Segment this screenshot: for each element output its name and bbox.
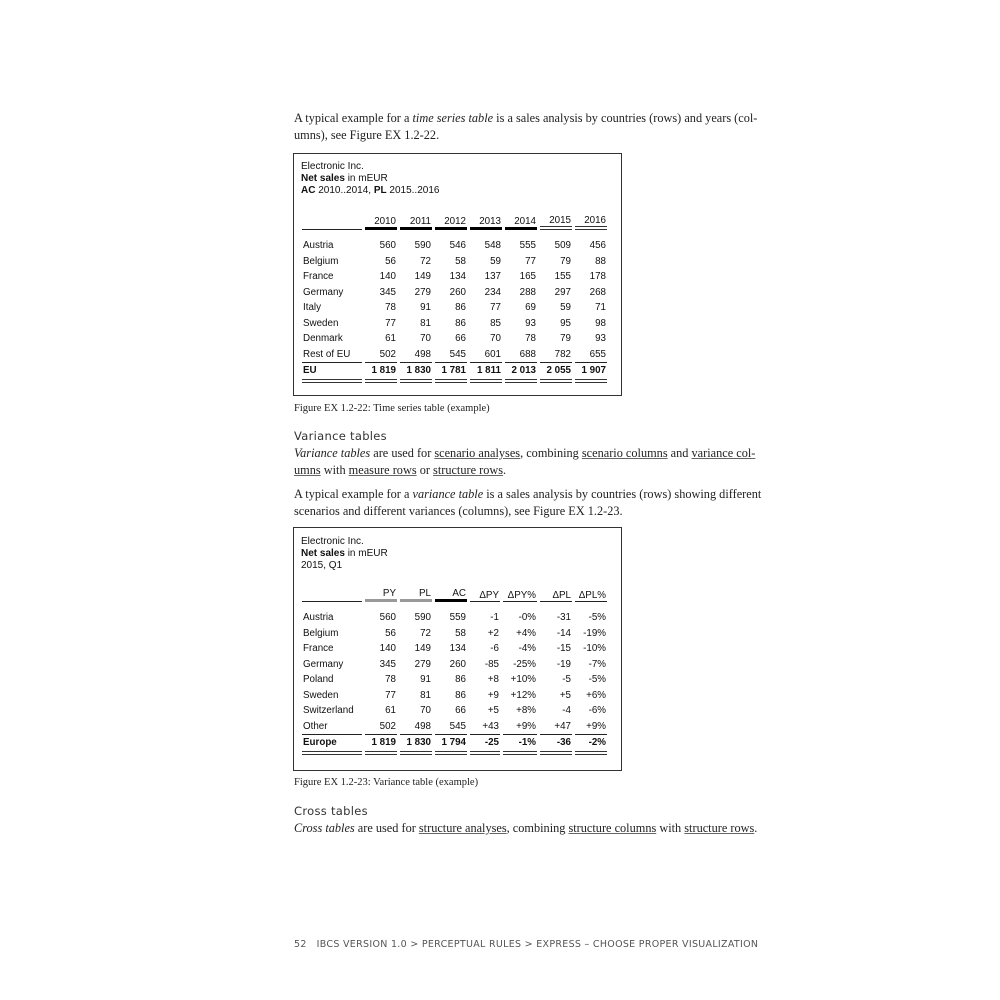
table-row <box>302 672 607 688</box>
table-cell: +12% <box>510 689 536 701</box>
table-cell: 69 <box>525 302 536 314</box>
glossary-term: structure rows <box>433 463 504 477</box>
table-spacer-row <box>302 602 607 610</box>
scenario-pl-range: 2015..2016 <box>386 185 440 196</box>
total-cell: -36 <box>540 735 572 755</box>
table-cell: 688 <box>505 347 537 364</box>
text-run: is a sales analysis by countries (rows) and years (col- <box>493 111 758 125</box>
total-cell: 1 819 <box>365 735 397 755</box>
table-row <box>302 254 607 270</box>
table-cell: 502 <box>365 719 397 736</box>
table-row <box>302 657 607 673</box>
table-row <box>302 626 607 642</box>
glossary-term: measure rows <box>348 463 417 477</box>
table-cell: +5 <box>559 689 571 701</box>
table-cell: -19% <box>583 627 606 639</box>
column-header: 2014 <box>505 211 537 230</box>
figure-caption-22: Figure EX 1.2-22: Time series table (example) <box>294 403 490 414</box>
company-name: Electronic Inc. <box>301 161 364 172</box>
table-cell: -4% <box>518 643 536 655</box>
row-label: Germany <box>303 658 344 670</box>
table-cell: 91 <box>420 302 431 314</box>
table-row <box>302 285 607 301</box>
total-row <box>302 735 607 755</box>
table-cell: 72 <box>420 255 431 267</box>
table-cell: 58 <box>455 255 466 267</box>
table-cell: +9% <box>503 719 537 736</box>
table-cell: 560 <box>379 240 396 252</box>
table-row <box>302 719 607 736</box>
table-cell: +9 <box>487 689 499 701</box>
table-cell: 279 <box>414 286 431 298</box>
text-run: . <box>754 821 758 835</box>
measure-unit: in mEUR <box>344 173 388 184</box>
table-cell: 72 <box>420 627 431 639</box>
text-run: scenarios and different variances (columns), see Figure EX 1.2-23. <box>294 504 623 518</box>
row-label: Belgium <box>303 255 339 267</box>
glossary-term: structure rows <box>684 821 755 835</box>
table-cell: 78 <box>385 302 396 314</box>
column-header: PY <box>365 584 397 602</box>
measure-line <box>301 173 439 185</box>
table-cell: 548 <box>484 240 501 252</box>
table-cell: 345 <box>379 658 396 670</box>
column-header: ΔPL <box>540 584 572 602</box>
table-cell: -31 <box>556 612 571 624</box>
total-cell: -1% <box>503 735 537 755</box>
table-cell: 66 <box>455 705 466 717</box>
table-row <box>302 238 607 254</box>
table-cell: +4% <box>516 627 536 639</box>
table-cell: 66 <box>455 333 466 345</box>
scenario-line <box>301 185 439 197</box>
text-run: with <box>320 463 349 477</box>
column-header: 2011 <box>400 211 432 230</box>
table-cell: 77 <box>385 689 396 701</box>
table-cell: -6 <box>490 643 499 655</box>
text-run: A typical example for a <box>294 487 413 501</box>
table-cell: 498 <box>400 347 432 364</box>
table-row <box>302 331 607 347</box>
table-cell: 655 <box>575 347 607 364</box>
intro-paragraph-time-series <box>294 110 774 144</box>
table-cell: 59 <box>560 302 571 314</box>
table-cell: 260 <box>449 658 466 670</box>
table-header-row <box>302 584 607 602</box>
table-cell: +10% <box>510 674 536 686</box>
figure-time-series-table <box>293 153 622 396</box>
table-cell: -25% <box>513 658 536 670</box>
section-heading-variance-tables: Variance tables <box>294 429 387 443</box>
table-cell: 137 <box>484 271 501 283</box>
glossary-term: umns <box>294 463 321 477</box>
row-label: Belgium <box>303 627 339 639</box>
table-cell: 61 <box>385 333 396 345</box>
table-cell: -5 <box>562 674 571 686</box>
table-cell: 165 <box>519 271 536 283</box>
table-cell: -4 <box>562 705 571 717</box>
footer-breadcrumb: IBCS VERSION 1.0 > PERCEPTUAL RULES > EXPRESS – CHOOSE PROPER VISUALIZATION <box>316 939 759 950</box>
measure-line <box>301 548 388 560</box>
table-header-row <box>302 211 607 230</box>
table-cell: 79 <box>560 255 571 267</box>
table-cell: 234 <box>484 286 501 298</box>
total-row <box>302 363 607 383</box>
total-cell: 1 794 <box>435 735 467 755</box>
variance-tables-paragraph <box>294 445 774 479</box>
table-cell: 590 <box>414 240 431 252</box>
emphasis-term: Variance tables <box>294 446 371 460</box>
table-cell: 79 <box>560 333 571 345</box>
table-cell: 78 <box>525 333 536 345</box>
table-cell: -7% <box>588 658 606 670</box>
table-cell: 77 <box>385 317 396 329</box>
total-cell: 1 811 <box>470 363 502 383</box>
table-cell: -10% <box>583 643 606 655</box>
table-cell: -85 <box>484 658 499 670</box>
page-number: 52 <box>294 939 307 950</box>
row-label: Other <box>302 719 362 736</box>
total-cell: 1 781 <box>435 363 467 383</box>
header-spacer <box>302 584 362 602</box>
table-cell: 545 <box>435 719 467 736</box>
intro-paragraph-variance <box>294 486 774 520</box>
table-cell: +8 <box>487 674 499 686</box>
table-cell: 601 <box>470 347 502 364</box>
column-header: 2010 <box>365 211 397 230</box>
table-cell: 134 <box>449 271 466 283</box>
glossary-term: structure analyses <box>418 821 507 835</box>
scenario-ac-range: 2010..2014, <box>315 185 374 196</box>
row-label: Austria <box>303 240 334 252</box>
figure-caption-23: Figure EX 1.2-23: Variance table (example) <box>294 777 479 788</box>
column-header: AC <box>435 584 467 602</box>
emphasis-term: time series table <box>412 111 494 125</box>
table-cell: 545 <box>435 347 467 364</box>
measure-unit: in mEUR <box>344 548 388 559</box>
row-label: Germany <box>303 286 344 298</box>
figure-header <box>301 161 439 197</box>
text-run: . <box>503 463 507 477</box>
table-cell: 134 <box>449 643 466 655</box>
page-footer <box>294 939 758 950</box>
table-cell: 279 <box>414 658 431 670</box>
total-cell: 1 830 <box>400 735 432 755</box>
total-cell: -2% <box>575 735 607 755</box>
table-cell: 58 <box>455 627 466 639</box>
table-cell: +2 <box>487 627 499 639</box>
scenario-ac: AC <box>301 185 316 196</box>
measure-name: Net sales <box>301 548 345 559</box>
table-row <box>302 610 607 626</box>
text-run: A typical example for a <box>294 111 413 125</box>
table-cell: 59 <box>490 255 501 267</box>
cross-tables-paragraph <box>294 820 774 837</box>
table-cell: 56 <box>385 255 396 267</box>
spacer-cell <box>302 602 607 610</box>
text-run: are used for <box>354 821 419 835</box>
table-cell: 86 <box>455 674 466 686</box>
table-cell: -6% <box>588 705 606 717</box>
table-cell: 77 <box>525 255 536 267</box>
total-cell: 1 907 <box>575 363 607 383</box>
table-cell: 560 <box>379 612 396 624</box>
table-cell: 178 <box>589 271 606 283</box>
table-row <box>302 347 607 364</box>
table-cell: 155 <box>554 271 571 283</box>
emphasis-term: Cross tables <box>294 821 355 835</box>
total-cell: -25 <box>470 735 500 755</box>
table-cell: 86 <box>455 689 466 701</box>
glossary-term: structure columns <box>568 821 657 835</box>
table-cell: 288 <box>519 286 536 298</box>
total-cell: 2 013 <box>505 363 537 383</box>
column-header: 2012 <box>435 211 467 230</box>
table-cell: 71 <box>595 302 606 314</box>
row-label: Austria <box>303 612 334 624</box>
column-header: 2016 <box>575 211 607 230</box>
total-cell: 1 830 <box>400 363 432 383</box>
table-row <box>302 316 607 332</box>
row-label: France <box>303 643 334 655</box>
table-cell: +9% <box>575 719 607 736</box>
table-row <box>302 641 607 657</box>
table-cell: 498 <box>400 719 432 736</box>
table-cell: 456 <box>589 240 606 252</box>
total-label: Europe <box>302 735 362 755</box>
table-row <box>302 703 607 719</box>
table-cell: 782 <box>540 347 572 364</box>
glossary-term: scenario analyses <box>434 446 521 460</box>
glossary-term: scenario columns <box>581 446 668 460</box>
table-spacer-row <box>302 230 607 238</box>
row-label: France <box>303 271 334 283</box>
table-cell: 86 <box>455 317 466 329</box>
table-cell: -15 <box>556 643 571 655</box>
table-cell: 149 <box>414 271 431 283</box>
text-run: is a sales analysis by countries (rows) showing different <box>483 487 762 501</box>
table-cell: 91 <box>420 674 431 686</box>
row-label: Poland <box>303 674 334 686</box>
figure-variance-table <box>293 527 622 771</box>
table-cell: +5 <box>487 705 499 717</box>
table-cell: 502 <box>365 347 397 364</box>
table-cell: 297 <box>554 286 571 298</box>
table-cell: +6% <box>586 689 606 701</box>
text-run: , combining <box>520 446 582 460</box>
text-run: , combining <box>506 821 569 835</box>
table-cell: 77 <box>490 302 501 314</box>
column-header: ΔPL% <box>575 584 607 602</box>
table-cell: 95 <box>560 317 571 329</box>
column-header: PL <box>400 584 432 602</box>
total-cell: 1 819 <box>365 363 397 383</box>
row-label: Sweden <box>303 689 339 701</box>
text-run: with <box>656 821 685 835</box>
row-label: Italy <box>303 302 321 314</box>
table-row <box>302 269 607 285</box>
row-label: Denmark <box>303 333 343 345</box>
row-label: Rest of EU <box>302 347 362 364</box>
text-run: umns), see Figure EX 1.2-22. <box>294 128 440 142</box>
row-label: Sweden <box>303 317 339 329</box>
table-cell: -5% <box>588 674 606 686</box>
table-cell: -5% <box>588 612 606 624</box>
table-cell: 93 <box>525 317 536 329</box>
table-cell: 70 <box>490 333 501 345</box>
total-cell: 2 055 <box>540 363 572 383</box>
table-cell: +43 <box>470 719 500 736</box>
column-header: ΔPY <box>470 584 500 602</box>
table-cell: 88 <box>595 255 606 267</box>
table-cell: 70 <box>420 333 431 345</box>
spacer-cell <box>302 230 607 238</box>
figure-header <box>301 536 388 572</box>
table-cell: 509 <box>554 240 571 252</box>
company-name: Electronic Inc. <box>301 536 364 547</box>
table-cell: 590 <box>414 612 431 624</box>
table-cell: 85 <box>490 317 501 329</box>
table-cell: 345 <box>379 286 396 298</box>
text-run: or <box>416 463 434 477</box>
table-cell: -14 <box>556 627 571 639</box>
total-label: EU <box>302 363 362 383</box>
row-label: Switzerland <box>303 705 354 717</box>
period-line: 2015, Q1 <box>301 560 343 571</box>
glossary-term: variance col- <box>691 446 756 460</box>
column-header: 2015 <box>540 211 572 230</box>
table-cell: 260 <box>449 286 466 298</box>
table-cell: 93 <box>595 333 606 345</box>
table-cell: -0% <box>518 612 536 624</box>
table-cell: 56 <box>385 627 396 639</box>
header-spacer <box>302 211 362 230</box>
table-row <box>302 300 607 316</box>
table-row <box>302 688 607 704</box>
emphasis-term: variance table <box>412 487 484 501</box>
table-cell: 86 <box>455 302 466 314</box>
text-run: are used for <box>370 446 435 460</box>
table-cell: +8% <box>516 705 536 717</box>
measure-name: Net sales <box>301 173 345 184</box>
section-heading-cross-tables: Cross tables <box>294 804 368 818</box>
table-cell: 546 <box>449 240 466 252</box>
table-cell: 81 <box>420 317 431 329</box>
column-header: ΔPY% <box>503 584 537 602</box>
table-cell: 98 <box>595 317 606 329</box>
table-cell: 140 <box>379 643 396 655</box>
table-cell: 61 <box>385 705 396 717</box>
text-run: and <box>667 446 692 460</box>
table-cell: 149 <box>414 643 431 655</box>
column-header: 2013 <box>470 211 502 230</box>
variance-table <box>299 584 610 755</box>
table-cell: 81 <box>420 689 431 701</box>
scenario-pl: PL <box>373 185 387 196</box>
table-cell: +47 <box>540 719 572 736</box>
table-cell: -1 <box>490 612 499 624</box>
table-cell: 70 <box>420 705 431 717</box>
table-cell: 559 <box>449 612 466 624</box>
time-series-table <box>299 211 610 383</box>
table-cell: 78 <box>385 674 396 686</box>
table-cell: 555 <box>519 240 536 252</box>
table-cell: -19 <box>556 658 571 670</box>
table-cell: 140 <box>379 271 396 283</box>
table-cell: 268 <box>589 286 606 298</box>
